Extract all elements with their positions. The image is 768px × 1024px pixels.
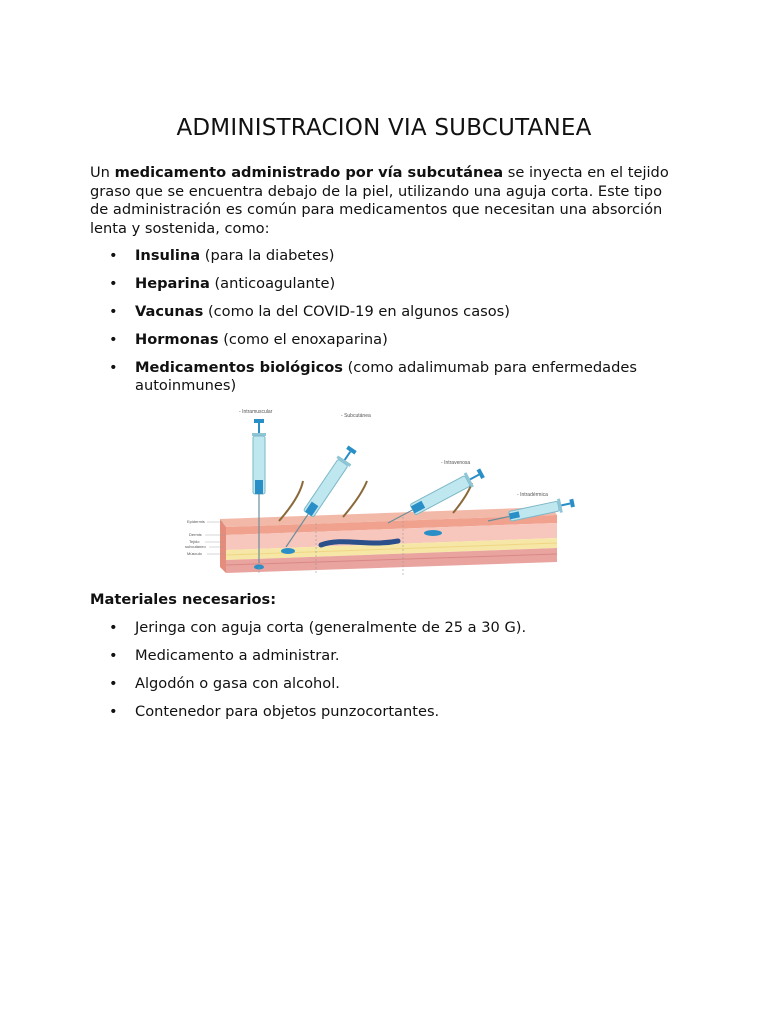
medication-list bbox=[90, 247, 695, 405]
list-item-text: (como la del COVID-19 en algunos casos) bbox=[203, 303, 510, 320]
intravenous-depot bbox=[424, 530, 442, 536]
intro-paragraph bbox=[90, 164, 682, 238]
list-item-bold: Insulina bbox=[135, 247, 201, 264]
list-item: • Medicamento a administrar. bbox=[135, 647, 695, 665]
label-subcutanea: - Subcutánea bbox=[341, 413, 371, 419]
list-item bbox=[135, 247, 695, 265]
list-item: • Algodón o gasa con alcohol. bbox=[135, 675, 695, 693]
list-item-text: (anticoagulante) bbox=[209, 275, 336, 292]
list-item-text: (como adalimumab para enfermedades autoinmunes) bbox=[135, 359, 637, 394]
syringe-plunger-cap bbox=[477, 468, 485, 479]
syringe-plunger-cap bbox=[346, 446, 357, 455]
syringe-plunger-cap bbox=[254, 419, 264, 423]
intro-rest: se inyecta en el tejido graso que se encuentra debajo de la piel, utilizando una aguja corta. Este tipo de administración es común para medicamentos que necesitan una absorción lenta y sostenida, como: bbox=[90, 164, 669, 237]
list-item-bold: Heparina bbox=[135, 275, 210, 292]
list-item: • Jeringa con aguja corta (generalmente de 25 a 30 G). bbox=[135, 619, 695, 637]
label-intradermica: - Intradérmica bbox=[517, 492, 548, 498]
label-intravenosa: - Intravenosa bbox=[441, 460, 471, 466]
syringe-plunger-cap bbox=[569, 499, 575, 508]
list-item-text: (como el enoxaparina) bbox=[218, 331, 388, 348]
syringe-plunger-rod bbox=[258, 423, 260, 433]
tissue-side-face bbox=[220, 519, 226, 573]
syringe-plunger-rod bbox=[561, 503, 570, 507]
page-title: ADMINISTRACION VIA SUBCUTANEA bbox=[176, 115, 592, 142]
list-item-bold: Medicamentos biológicos bbox=[135, 359, 343, 376]
materials-heading: Materiales necesarios: bbox=[90, 591, 277, 608]
list-item bbox=[135, 359, 695, 395]
syringe-plunger-rod bbox=[470, 474, 480, 480]
label-dermis: Dermis bbox=[189, 532, 202, 537]
label-musculo: Músculo bbox=[187, 551, 202, 556]
list-item: • Contenedor para objetos punzocortantes. bbox=[135, 703, 695, 721]
injection-routes-illustration bbox=[183, 405, 586, 575]
list-item bbox=[135, 275, 695, 293]
subcutaneous-depot bbox=[281, 548, 295, 554]
label-tejido: Tejido bbox=[189, 539, 200, 544]
label-epidermis: Epidermis bbox=[187, 519, 205, 524]
syringe-plunger-rod bbox=[344, 451, 351, 460]
list-item-bold: Hormonas bbox=[135, 331, 219, 348]
list-item-text: (para la diabetes) bbox=[200, 247, 335, 264]
list-item bbox=[135, 331, 695, 349]
intro-prefix: Un bbox=[90, 164, 115, 181]
hair bbox=[343, 481, 367, 517]
list-item-bold: Vacunas bbox=[135, 303, 204, 320]
hair bbox=[279, 481, 303, 521]
materials-list bbox=[90, 619, 695, 731]
intro-bold: medicamento administrado por vía subcutánea bbox=[114, 164, 504, 181]
label-intramuscular: - Intramuscular bbox=[239, 409, 273, 415]
syringe-liquid bbox=[255, 480, 263, 494]
label-subcutaneo: subcutáneo bbox=[185, 544, 206, 549]
blood-vessel bbox=[321, 541, 398, 545]
list-item bbox=[135, 303, 695, 321]
